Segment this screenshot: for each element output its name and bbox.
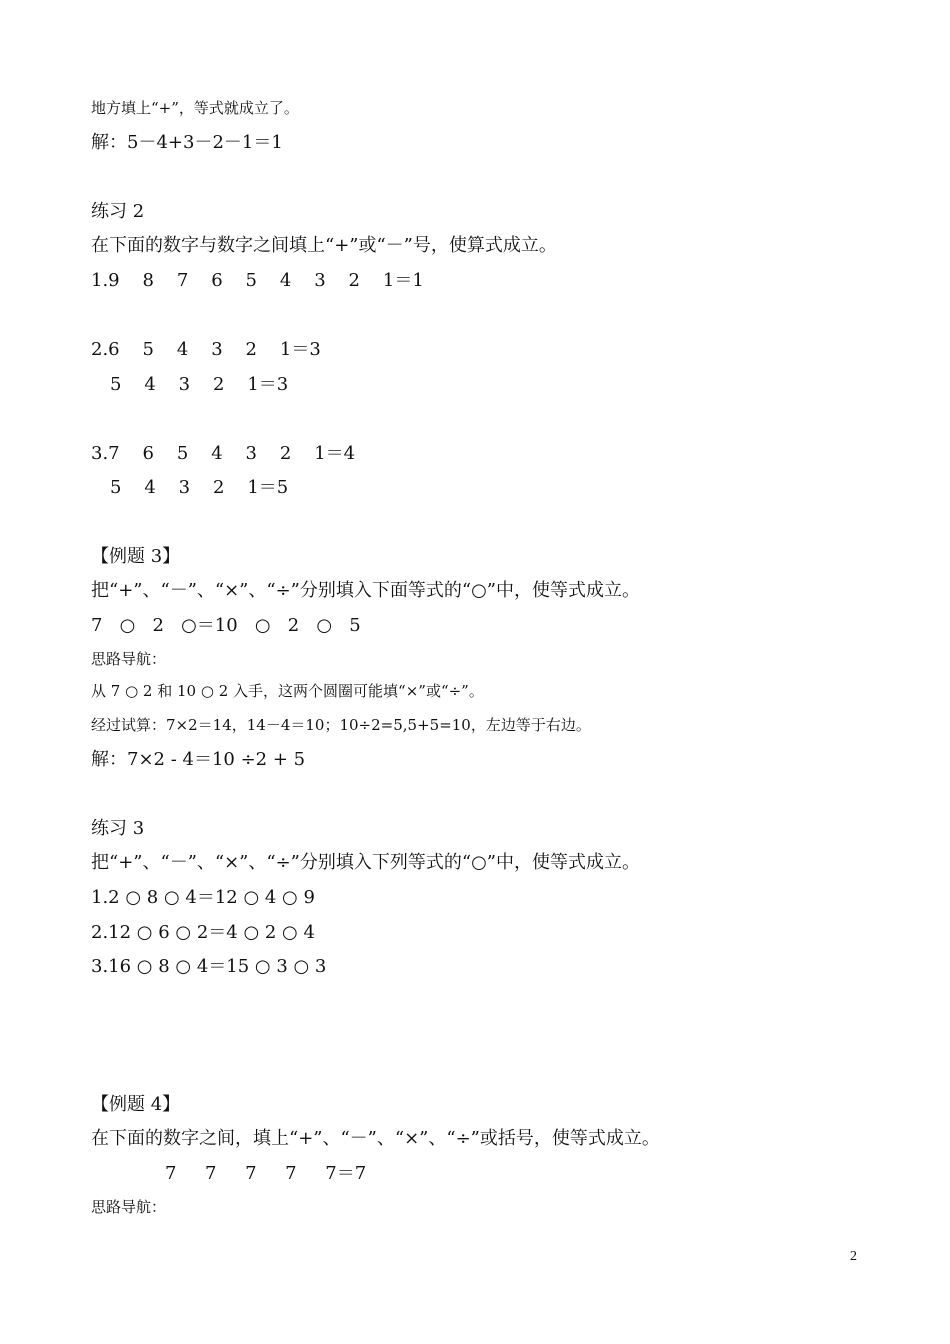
example-3-hint-1: 从 7 ○ 2 和 10 ○ 2 入手，这两个圆圈可能填“×”或“÷”。 xyxy=(91,682,484,700)
exercise-3-item-3: 3.16 ○ 8 ○ 4＝15 ○ 3 ○ 3 xyxy=(91,956,327,977)
exercise-2-instruction: 在下面的数字与数字之间填上“+”或“－”号，使算式成立。 xyxy=(91,235,557,256)
example-3-solution: 解：7×2 - 4＝10 ÷2 + 5 xyxy=(91,749,306,770)
page-number: 2 xyxy=(850,1249,857,1264)
exercise-2-item-3: 3.7 6 5 4 3 2 1＝4 xyxy=(91,443,356,464)
exercise-2-item-2: 2.6 5 4 3 2 1＝3 xyxy=(91,339,321,360)
exercise-2-item-3-second: 5 4 3 2 1＝5 xyxy=(110,477,289,498)
example-4-equation: 7 7 7 7 7＝7 xyxy=(165,1163,367,1184)
example-3-instruction: 把“+”、“－”、“×”、“÷”分别填入下面等式的“○”中，使等式成立。 xyxy=(91,580,640,601)
text-line-continuation: 地方填上“+”，等式就成立了。 xyxy=(91,99,299,117)
exercise-2-heading: 练习 2 xyxy=(91,201,145,222)
solution-line-1: 解：5－4+3－2－1＝1 xyxy=(91,132,283,153)
exercise-3-item-2: 2.12 ○ 6 ○ 2＝4 ○ 2 ○ 4 xyxy=(91,922,315,943)
example-3-hint-label: 思路导航： xyxy=(91,650,167,668)
exercise-2-item-1: 1.9 8 7 6 5 4 3 2 1＝1 xyxy=(91,270,424,291)
exercise-3-heading: 练习 3 xyxy=(91,818,145,839)
example-4-instruction: 在下面的数字之间，填上“+”、“－”、“×”、“÷”或括号，使等式成立。 xyxy=(91,1128,660,1149)
example-3-equation: 7 ○ 2 ○＝10 ○ 2 ○ 5 xyxy=(91,615,361,636)
example-4-hint-label: 思路导航： xyxy=(91,1198,167,1216)
exercise-2-item-2-second: 5 4 3 2 1＝3 xyxy=(110,374,289,395)
example-3-hint-2: 经过试算：7×2＝14，14－4＝10；10÷2=5,5+5=10，左边等于右边。 xyxy=(91,716,591,734)
example-4-heading: 【例题 4】 xyxy=(91,1094,181,1115)
example-3-heading: 【例题 3】 xyxy=(91,546,181,567)
exercise-3-item-1: 1.2 ○ 8 ○ 4＝12 ○ 4 ○ 9 xyxy=(91,887,315,908)
exercise-3-instruction: 把“+”、“－”、“×”、“÷”分别填入下列等式的“○”中，使等式成立。 xyxy=(91,852,640,873)
